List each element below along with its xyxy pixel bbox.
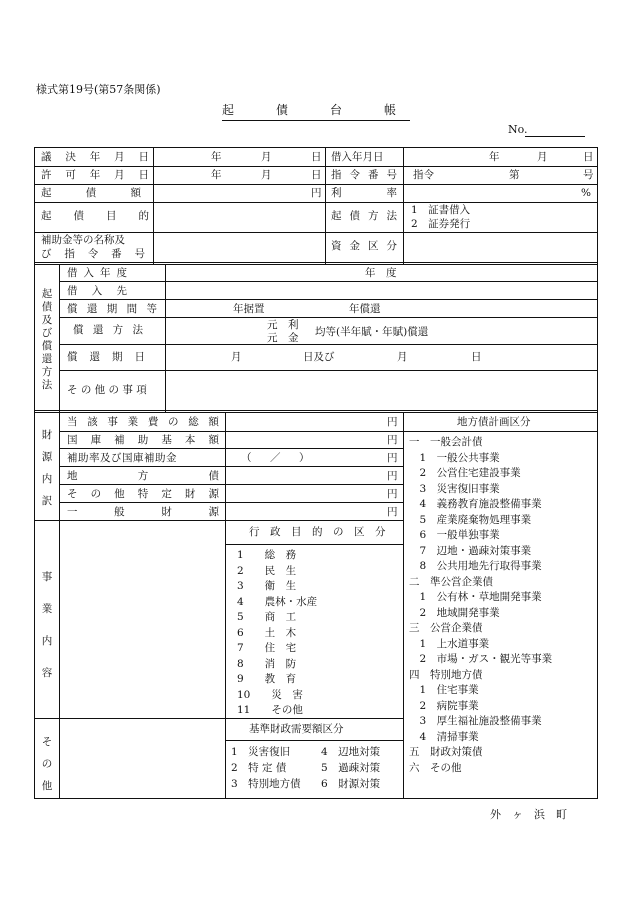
finance-row-label: 一 般 財 源 <box>67 506 219 518</box>
method-option-1: 1 証書借入 <box>411 204 471 216</box>
plan-item: 六 その他 <box>409 761 462 774</box>
finance-row-unit: 円 <box>387 452 398 464</box>
permission-month: 月 <box>261 169 272 181</box>
interest-rate-unit: % <box>581 187 591 199</box>
due-date-label: 償 還 期 日 <box>67 351 145 363</box>
permission-day: 日 <box>311 169 322 181</box>
title-char: 帳 <box>384 103 399 117</box>
resolution-month: 月 <box>261 151 272 163</box>
plan-item: 5 産業廃棄物処理事業 <box>409 513 532 526</box>
finance-row-unit: 円 <box>387 488 398 500</box>
principal-interest-2: 元 金 <box>267 332 299 344</box>
admin-item: 5 商 工 <box>237 611 297 623</box>
admin-item: 4 農林・水産 <box>237 595 318 608</box>
municipality: 外 ヶ 浜 町 <box>490 808 567 821</box>
purpose-label: 起 債 目 的 <box>41 210 149 222</box>
std-item: 6 財源対策 <box>321 778 381 790</box>
borrowing-date-label: 借入年月日 <box>331 151 384 163</box>
admin-item: 1 総 務 <box>237 549 297 561</box>
plan-item: 一 一般会計債 <box>409 436 483 448</box>
plan-item: 4 義務教育施設整備事業 <box>409 498 542 510</box>
fiscal-year-value: 年 度 <box>365 267 397 279</box>
borrowing-month: 月 <box>537 151 548 163</box>
title-char: 起 <box>222 103 237 117</box>
repay-method-label: 償 還 方 法 <box>73 324 143 336</box>
finance-side-label: 財源内訳 <box>41 429 53 507</box>
repayment-value: 年償還 <box>349 303 381 315</box>
interest-rate-label: 利 率 <box>331 187 397 199</box>
plan-item: 1 公有林・草地開発事業 <box>409 591 542 603</box>
repay-method-text: 均等(半年賦・年賦)償還 <box>315 326 429 338</box>
title-underline <box>222 120 410 121</box>
admin-item: 7 住 宅 <box>237 642 297 654</box>
finance-row-unit: 円 <box>387 416 398 428</box>
plan-item: 6 一般単独事業 <box>409 529 500 541</box>
admin-item: 8 消 防 <box>237 657 297 670</box>
finance-row-unit: 円 <box>387 434 398 446</box>
subsidy-ratio: （ ／ ） <box>241 452 314 464</box>
plan-item: 四 特別地方債 <box>409 668 483 681</box>
permission-date-label: 許 可 年 月 日 <box>41 169 149 181</box>
admin-item: 11 その他 <box>237 704 303 716</box>
std-item: 4 辺地対策 <box>321 746 381 758</box>
form-number: 様式第19号(第57条関係) <box>36 83 161 96</box>
borrowing-year: 年 <box>489 151 500 163</box>
admin-list <box>237 548 317 719</box>
subsidy-label-2: び 指 令 番 号 <box>41 248 145 260</box>
due-day-and: 日及び <box>303 351 335 363</box>
finance-row-label: 地 方 債 <box>67 470 219 482</box>
plan-item: 2 公営住宅建設事業 <box>409 467 521 479</box>
finance-row-label: 国 庫 補 助 基 本 額 <box>67 434 219 446</box>
period-label: 償 還 期 間 等 <box>67 303 157 315</box>
ledger-table <box>34 147 598 799</box>
borrowing-day: 日 <box>583 151 594 163</box>
admin-header: 行 政 目 的 の 区 分 <box>249 526 386 538</box>
plan-item: 五 財政対策債 <box>409 746 483 758</box>
plan-item: 1 上水道事業 <box>409 637 490 650</box>
finance-row-label: そ の 他 特 定 財 源 <box>67 488 219 500</box>
admin-item: 6 土 木 <box>237 626 297 639</box>
title-char: 債 <box>276 103 291 117</box>
resolution-year: 年 <box>211 151 222 163</box>
due-day-2: 日 <box>471 351 482 363</box>
method-option-2: 2 証券発行 <box>411 218 471 230</box>
std-header: 基準財政需要額区分 <box>249 723 344 735</box>
admin-item: 3 衛 生 <box>237 580 297 592</box>
resolution-date-label: 議 決 年 月 日 <box>41 151 149 163</box>
plan-item: 2 市場・ガス・観光等事業 <box>409 653 553 665</box>
finance-row-label: 当 該 事 業 費 の 総 額 <box>67 416 219 428</box>
directive-suffix: 号 <box>583 169 594 181</box>
fiscal-year-label: 借 入 年 度 <box>67 267 127 279</box>
directive-mid: 第 <box>509 169 520 181</box>
no-label: No. <box>508 123 528 136</box>
due-month-1: 月 <box>231 351 242 363</box>
plan-list <box>409 435 552 776</box>
due-month-2: 月 <box>397 351 408 363</box>
std-item: 2 特 定 債 <box>231 762 287 774</box>
finance-row-unit: 円 <box>387 506 398 518</box>
no-field[interactable] <box>525 136 585 137</box>
plan-item: 1 一般公共事業 <box>409 451 500 464</box>
std-item: 1 災害復旧 <box>231 746 291 758</box>
directive-prefix: 指令 <box>413 169 434 181</box>
lender-label: 借 入 先 <box>67 285 127 297</box>
amount-label: 起 債 額 <box>41 187 141 199</box>
resolution-day: 日 <box>311 151 322 163</box>
plan-item: 4 清掃事業 <box>409 730 479 743</box>
plan-item: 三 公営企業債 <box>409 622 483 634</box>
principal-interest-1: 元 利 <box>267 319 299 331</box>
borrow-side-label: 起債及び償還方法 <box>41 288 53 391</box>
plan-item: 3 災害復旧事業 <box>409 482 500 495</box>
plan-header: 地方債計画区分 <box>457 416 531 428</box>
directive-number-label: 指 令 番 号 <box>331 169 397 181</box>
plan-item: 8 公共用地先行取得事業 <box>409 560 542 572</box>
subsidy-label-1: 補助金等の名称及 <box>41 234 125 246</box>
page-title <box>222 104 398 117</box>
plan-item: 7 辺地・過疎対策事業 <box>409 544 532 557</box>
title-char: 台 <box>330 103 345 117</box>
std-item: 3 特別地方債 <box>231 778 301 790</box>
fund-category-label: 資 金 区 分 <box>331 240 397 252</box>
admin-item: 10 災 害 <box>237 688 303 701</box>
plan-item: 3 厚生福祉施設整備事業 <box>409 715 542 727</box>
deferment-value: 年据置 <box>233 303 265 315</box>
other-side-label: そ の 他 <box>41 736 53 792</box>
business-side-label: 事 業 内 容 <box>41 571 53 679</box>
method-label: 起 債 方 法 <box>331 210 397 222</box>
permission-year: 年 <box>211 169 222 181</box>
plan-item: 2 病院事業 <box>409 699 479 712</box>
std-item: 5 過疎対策 <box>321 762 381 774</box>
other-matters-label: そ の 他 の 事 項 <box>67 384 147 396</box>
finance-row-label: 補助率及び国庫補助金 <box>67 452 177 464</box>
admin-item: 2 民 生 <box>237 564 297 577</box>
admin-item: 9 教 育 <box>237 673 297 685</box>
plan-item: 1 住宅事業 <box>409 684 479 696</box>
plan-item: 2 地域開発事業 <box>409 606 500 619</box>
amount-unit: 円 <box>311 187 322 199</box>
finance-row-unit: 円 <box>387 470 398 482</box>
plan-item: 二 準公営企業債 <box>409 575 493 588</box>
